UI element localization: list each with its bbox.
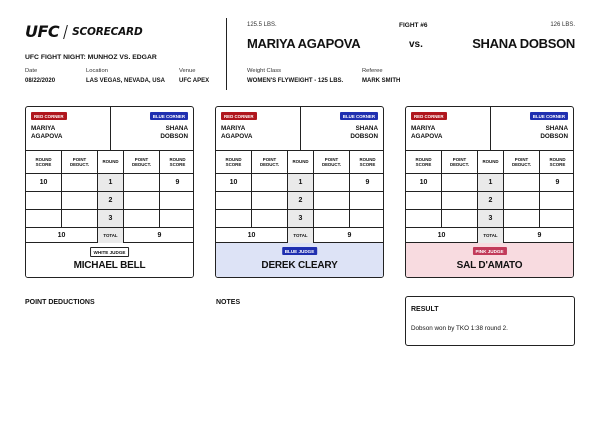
- blue-point-deduct: [504, 210, 540, 228]
- weight-class-label: Weight Class: [247, 68, 282, 74]
- red-round-score: 10: [216, 174, 252, 192]
- judge-badge: PINK JUDGE: [472, 247, 506, 255]
- col-point-deduct-blue: POINT DEDUCT.: [314, 151, 350, 173]
- red-point-deduct: [442, 210, 478, 228]
- red-point-deduct: [252, 192, 288, 210]
- blue-corner-fighter: SHANA DOBSON: [160, 125, 188, 140]
- col-round-score-red: ROUND SCORE: [406, 151, 442, 173]
- judge-name: SAL D'AMATO: [456, 260, 523, 271]
- round-number: 3: [288, 210, 314, 228]
- blue-fighter-name: SHANA DOBSON: [472, 36, 575, 51]
- date-label: Date: [25, 68, 38, 74]
- col-round-score-red: ROUND SCORE: [26, 151, 62, 173]
- red-corner-fighter: MARIYA AGAPOVA: [221, 125, 253, 140]
- red-round-score: [26, 192, 62, 210]
- judge-name: DEREK CLEARY: [261, 260, 338, 271]
- blue-point-deduct: [124, 174, 160, 192]
- referee-label: Referee: [362, 68, 383, 74]
- blue-total: 9: [347, 232, 352, 239]
- red-corner-badge: RED CORNER: [221, 112, 257, 120]
- location-label: Location: [86, 68, 108, 74]
- col-point-deduct-red: POINT DEDUCT.: [252, 151, 288, 173]
- total-row: [406, 228, 573, 243]
- judge-area: [216, 243, 383, 278]
- round-number: 2: [98, 192, 124, 210]
- blue-round-score: 9: [540, 174, 574, 192]
- col-point-deduct-red: POINT DEDUCT.: [62, 151, 98, 173]
- result-text: Dobson won by TKO 1:38 round 2.: [411, 325, 508, 332]
- round-number: 3: [98, 210, 124, 228]
- red-corner-badge: RED CORNER: [31, 112, 67, 120]
- col-round: ROUND: [98, 151, 124, 173]
- red-round-score: [406, 192, 442, 210]
- vs-label: vs.: [409, 39, 423, 50]
- blue-point-deduct: [504, 192, 540, 210]
- event-name: UFC FIGHT NIGHT: MUNHOZ VS. EDGAR: [25, 54, 157, 61]
- red-point-deduct: [62, 192, 98, 210]
- blue-point-deduct: [314, 210, 350, 228]
- red-point-deduct: [62, 174, 98, 192]
- corner-header: [216, 107, 383, 151]
- location-value: LAS VEGAS, NEVADA, USA: [86, 78, 165, 84]
- header-divider: [226, 18, 227, 90]
- round-number: 1: [98, 174, 124, 192]
- referee-value: MARK SMITH: [362, 78, 401, 84]
- red-corner-badge: RED CORNER: [411, 112, 447, 120]
- result-title: RESULT: [411, 306, 439, 313]
- blue-round-score: 9: [350, 174, 384, 192]
- blue-corner-badge: BLUE CORNER: [340, 112, 378, 120]
- blue-round-score: [540, 210, 574, 228]
- col-round-score-blue: ROUND SCORE: [549, 156, 566, 167]
- red-fighter-name: MARIYA AGAPOVA: [247, 36, 361, 51]
- blue-point-deduct: [314, 174, 350, 192]
- point-deductions-title: POINT DEDUCTIONS: [25, 299, 95, 306]
- blue-round-score: [160, 192, 194, 210]
- judge-area: [406, 243, 573, 278]
- judge-name: MICHAEL BELL: [73, 260, 146, 271]
- red-round-score: [26, 210, 62, 228]
- round-number: 1: [478, 174, 504, 192]
- total-row: [216, 228, 383, 243]
- judge-scorecard: [215, 106, 384, 278]
- red-corner-fighter: MARIYA AGAPOVA: [411, 125, 443, 140]
- total-label: TOTAL: [288, 228, 314, 243]
- col-point-deduct-blue: POINT DEDUCT.: [504, 151, 540, 173]
- red-weight: 125.5 LBS.: [247, 22, 277, 28]
- blue-corner-badge: BLUE CORNER: [530, 112, 568, 120]
- red-round-score: [406, 210, 442, 228]
- weight-class-value: WOMEN'S FLYWEIGHT - 125 LBS.: [247, 78, 344, 84]
- red-round-score: [216, 192, 252, 210]
- blue-round-score: [350, 210, 384, 228]
- col-round: ROUND: [288, 151, 314, 173]
- round-number: 2: [478, 192, 504, 210]
- blue-round-score: 9: [160, 174, 194, 192]
- blue-round-score: [350, 192, 384, 210]
- logo-header: [25, 22, 142, 41]
- judge-scorecard: [25, 106, 194, 278]
- result-box: [405, 296, 575, 346]
- col-round: ROUND: [478, 151, 504, 173]
- red-point-deduct: [252, 174, 288, 192]
- blue-total: 9: [157, 232, 162, 239]
- red-round-score: 10: [26, 174, 62, 192]
- col-round-score-blue: ROUND SCORE: [359, 156, 376, 167]
- red-total: 10: [216, 228, 288, 243]
- round-number: 1: [288, 174, 314, 192]
- col-point-deduct-red: POINT DEDUCT.: [442, 151, 478, 173]
- blue-point-deduct: [124, 192, 160, 210]
- red-corner-fighter: MARIYA AGAPOVA: [31, 125, 63, 140]
- red-round-score: 10: [406, 174, 442, 192]
- blue-corner-fighter: SHANA DOBSON: [540, 125, 568, 140]
- total-label: TOTAL: [98, 228, 124, 243]
- logo-divider: [63, 25, 68, 39]
- red-round-score: [216, 210, 252, 228]
- judge-area: [26, 243, 193, 278]
- scorecard-title: SCORECARD: [72, 25, 143, 38]
- blue-point-deduct: [504, 174, 540, 192]
- col-round-score-red: ROUND SCORE: [216, 151, 252, 173]
- venue-label: Venue: [179, 68, 196, 74]
- judge-badge: WHITE JUDGE: [90, 247, 130, 257]
- venue-value: UFC APEX: [179, 78, 210, 84]
- col-point-deduct-blue: POINT DEDUCT.: [124, 151, 160, 173]
- round-number: 2: [288, 192, 314, 210]
- red-point-deduct: [62, 210, 98, 228]
- blue-corner-badge: BLUE CORNER: [150, 112, 188, 120]
- red-point-deduct: [252, 210, 288, 228]
- ufc-logo: UFC: [25, 22, 60, 41]
- red-point-deduct: [442, 192, 478, 210]
- blue-round-score: [160, 210, 194, 228]
- blue-total: 9: [537, 232, 542, 239]
- blue-point-deduct: [314, 192, 350, 210]
- col-round-score-blue: ROUND SCORE: [169, 156, 186, 167]
- round-number: 3: [478, 210, 504, 228]
- red-total: 10: [26, 228, 98, 243]
- corner-header: [406, 107, 573, 151]
- blue-weight: 126 LBS.: [550, 22, 575, 28]
- blue-corner-fighter: SHANA DOBSON: [350, 125, 378, 140]
- total-row: [26, 228, 193, 243]
- red-point-deduct: [442, 174, 478, 192]
- fight-number: FIGHT #6: [399, 22, 428, 29]
- judge-scorecard: [405, 106, 574, 278]
- red-total: 10: [406, 228, 478, 243]
- date-value: 08/22/2020: [25, 78, 56, 84]
- judge-badge: BLUE JUDGE: [282, 247, 318, 255]
- corner-header: [26, 107, 193, 151]
- blue-point-deduct: [124, 210, 160, 228]
- total-label: TOTAL: [478, 228, 504, 243]
- notes-title: NOTES: [216, 299, 241, 306]
- blue-round-score: [540, 192, 574, 210]
